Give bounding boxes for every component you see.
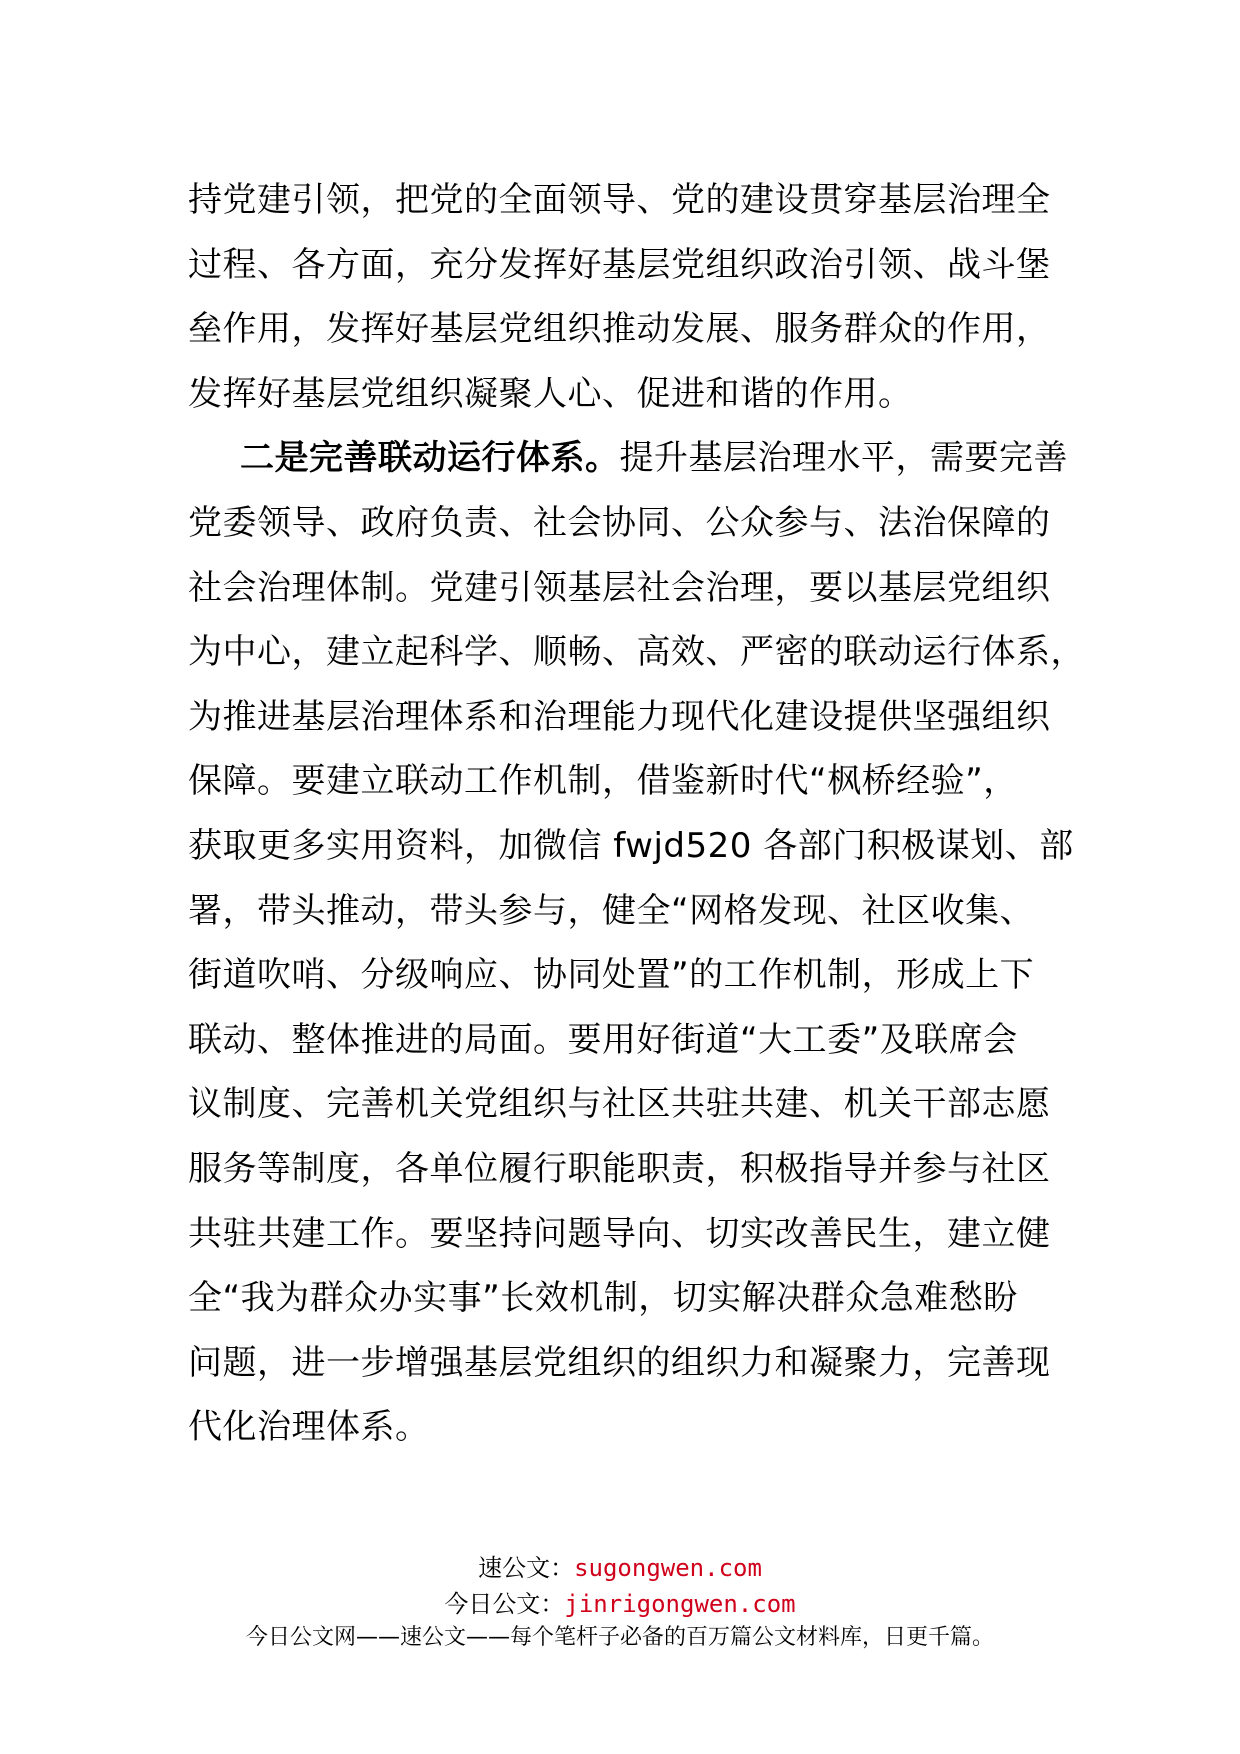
footer-tagline: 今日公文网——速公文——每个笔杆子必备的百万篇公文材料库，日更千篇。 bbox=[245, 1625, 994, 1650]
paragraph-line: 联动、整体推进的局面。要用好街道“大工委”及联席会 bbox=[188, 1019, 1018, 1060]
paragraph-line: 垒作用，发挥好基层党组织推动发展、服务群众的作用， bbox=[188, 309, 1051, 350]
paragraph-2 bbox=[188, 426, 1085, 1460]
paragraph-line: 全“我为群众办实事”长效机制，切实解决群众急难愁盼 bbox=[188, 1278, 1018, 1319]
paragraph-line: 署，带头推动，带头参与，健全“网格发现、社区收集、 bbox=[188, 890, 1035, 931]
paragraph-line-text: 提升基层治理水平，需要完善 bbox=[619, 438, 1068, 479]
paragraph-line: 社会治理体制。党建引领基层社会治理，要以基层党组织 bbox=[188, 567, 1051, 608]
footer-label: 今日公文： bbox=[444, 1590, 565, 1618]
paragraph-line: 服务等制度，各单位履行职能职责，积极指导并参与社区 bbox=[188, 1148, 1051, 1189]
paragraph-line: 为推进基层治理体系和治理能力现代化建设提供坚强组织 bbox=[188, 696, 1051, 737]
footer-label: 速公文： bbox=[478, 1554, 575, 1582]
paragraph-line: 议制度、完善机关党组织与社区共驻共建、机关干部志愿 bbox=[188, 1084, 1051, 1125]
paragraph-line: 发挥好基层党组织凝聚人心、促进和谐的作用。 bbox=[188, 373, 913, 414]
paragraph-first-line bbox=[188, 426, 1068, 491]
paragraph-1 bbox=[188, 168, 1052, 426]
paragraph-line: 问题，进一步增强基层党组织的组织力和凝聚力，完善现 bbox=[188, 1342, 1051, 1383]
footer-line-jinrigongwen bbox=[0, 1584, 1240, 1619]
footer-link-jinrigongwen[interactable]: jinrigongwen.com bbox=[564, 1590, 796, 1618]
paragraph-line: 街道吹哨、分级响应、协同处置”的工作机制，形成上下 bbox=[188, 955, 1035, 996]
paragraph-line: 保障。要建立联动工作机制，借鉴新时代“枫桥经验”， bbox=[188, 761, 1018, 802]
paragraph-line: 代化治理体系。 bbox=[188, 1407, 430, 1448]
paragraph-line: 过程、各方面，充分发挥好基层党组织政治引领、战斗堡 bbox=[188, 244, 1051, 285]
paragraph-line: 持党建引领，把党的全面领导、党的建设贯穿基层治理全 bbox=[188, 180, 1051, 220]
paragraph-line: 共驻共建工作。要坚持问题导向、切实改善民生，建立健 bbox=[188, 1213, 1051, 1254]
paragraph-line: 获取更多实用资料，加微信 fwjd520 各部门积极谋划、部 bbox=[188, 825, 1074, 866]
section-heading: 二是完善联动运行体系。 bbox=[240, 438, 620, 479]
footer-link-sugongwen[interactable]: sugongwen.com bbox=[574, 1554, 762, 1582]
footer-line-sugongwen bbox=[0, 1548, 1240, 1583]
paragraph-line: 党委领导、政府负责、社会协同、公众参与、法治保障的 bbox=[188, 502, 1051, 543]
document-body bbox=[188, 168, 1085, 1460]
paragraph-line: 为中心，建立起科学、顺畅、高效、严密的联动运行体系， bbox=[188, 632, 1085, 673]
